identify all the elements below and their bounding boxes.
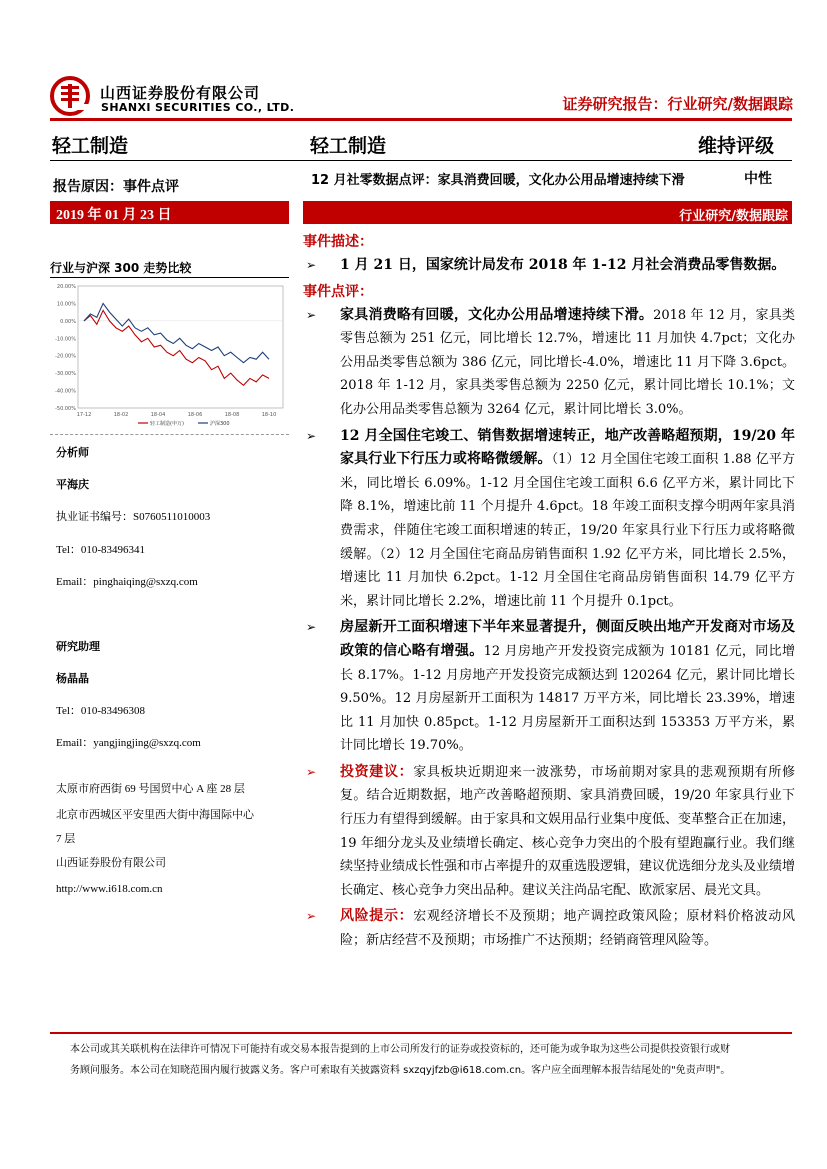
assistant-name: 杨晶晶	[56, 672, 89, 685]
x-tick-label: 18-04	[150, 412, 166, 418]
y-tick-label: -20.00%	[55, 353, 76, 360]
trend-chart-svg	[50, 280, 289, 430]
plot-frame	[78, 286, 283, 408]
point-item	[303, 425, 795, 614]
analyst-heading: 分析师	[56, 446, 89, 459]
analyst-cert: 执业证书编号：S0760511010003	[56, 511, 211, 523]
risk-body: 宏观经济增长不及预期；地产调控政策风险；原材料价格波动风险；新店经营不及预期；市场推广不达预期；经销商管理风险等。	[340, 909, 795, 949]
assistant-tel: Tel：010-83496308	[56, 705, 146, 717]
header-rule	[50, 118, 792, 121]
point-body: 2018 年 12 月，家具类零售总额为 251 亿元，同比增长 12.7%，增速比 11 月加快 4.7pct；文化办公用品类零售总额为 386 亿元，同比增长-4.0%，增速比 11 月下降 3.6pct。2018 年 1-12 月，家具类零售总额为 2250 亿元，累计同比增长 10.1%；文化办公用品类零售总额为 3264 亿元，累计同比增长 3.0%。	[340, 307, 795, 417]
rating: 维持评级	[697, 135, 774, 157]
assistant-email[interactable]: Email：yangjingjing@sxzq.com	[56, 737, 201, 749]
address-beijing: 北京市西城区平安里西大街中海国际中心	[56, 809, 254, 821]
arrow-bullet-icon: ➢	[306, 909, 317, 924]
assistant-heading: 研究助理	[56, 640, 100, 653]
analyst-name: 平海庆	[56, 478, 89, 491]
y-tick-label: -40.00%	[55, 388, 76, 395]
point-lead: 家具消费略有回暖，文化办公用品增速持续下滑。	[340, 306, 654, 323]
event-item	[303, 254, 795, 278]
point-lead: 房屋新开工面积增速下半年来显著提升，侧面反映出地产开发商对市场及政策的信心略有增强。	[340, 619, 795, 659]
point-lead: 12 月全国住宅竣工、销售数据增速转正，地产改善略超预期，19/20 年家具行业下行压力或将略微缓解。	[340, 427, 795, 468]
y-tick-label: 0.00%	[60, 318, 76, 325]
sidebar-separator	[50, 434, 289, 435]
x-tick-label: 18-02	[113, 412, 129, 418]
event-label: 事件描述：	[303, 234, 373, 250]
y-tick-label: 20.00%	[56, 284, 76, 290]
advice-lead: 投资建议：	[340, 763, 414, 780]
sector-title-right: 轻工制造	[310, 135, 387, 157]
address-beijing-floor: 7 层	[56, 833, 76, 845]
point-item	[303, 616, 795, 758]
risk-warning	[303, 905, 795, 952]
report-type: 证券研究报告：行业研究/数据跟踪	[562, 95, 793, 113]
main-content	[303, 232, 795, 953]
company-name: 山西证券股份有限公司	[56, 857, 166, 869]
point-body: （1）12 月全国住宅竣工面积 1.88 亿平方米，同比增长 6.09%。1-12 月全国住宅竣工面积 6.6 亿平方米，累计同比下降 8.1%，增速比前 11 个月提升 4.6pct。18 年竣工面积支撑今明两年家具消费需求，伴随住宅竣工面积增速的转正，19/20 年家具行业下行压力或将略微缓解。（2）12 月全国住宅商品房销售面积 1.92 亿平方米，同比增长 2.5%，增速比 11 月加快 6.2pct。1-12 月全国住宅商品房销售面积 14.79 亿平方米，累计同比增长 2.2%，增速比前 11 个月提升 0.1pct。	[340, 452, 796, 609]
company-logo	[50, 76, 94, 116]
arrow-bullet-icon: ➢	[306, 258, 317, 272]
report-type-bar: 行业研究/数据跟踪	[303, 201, 792, 224]
event-text: 1 月 21 日，国家统计局发布 2018 年 1-12 月社会消费品零售数据。	[340, 257, 786, 273]
x-tick-label: 18-06	[187, 412, 203, 418]
legend-label: 轻工制造(申万)	[150, 421, 184, 427]
series-line-light-industry	[84, 310, 269, 385]
footer-rule	[50, 1032, 792, 1034]
headline: 12 月社零数据点评：家具消费回暖，文化办公用品增速持续下滑	[311, 173, 685, 188]
company-website[interactable]: http://www.i618.com.cn	[56, 883, 163, 895]
risk-lead: 风险提示：	[340, 908, 414, 925]
arrow-bullet-icon: ➢	[306, 620, 317, 635]
company-name-en: SHANXI SECURITIES CO., LTD.	[101, 101, 295, 114]
chart-title-rule	[50, 277, 289, 278]
comment-label: 事件点评：	[303, 283, 373, 300]
analyst-email[interactable]: Email：pinghaiqing@sxzq.com	[56, 576, 198, 588]
x-tick-label: 18-10	[261, 412, 277, 418]
report-date: 2019 年 01 月 23 日	[50, 201, 289, 224]
advice-body: 家具板块近期迎来一波涨势，市场前期对家具的悲观预期有所修复。结合近期数据，地产改善略超预期、家具消费回暖，19/20 年家具行业下行压力有望得到缓解。由于家具和文娱用品行业集中度低、变革整合正在加速，19 年细分龙头及业绩增长确定、核心竞争力突出的个股有望跑赢行业。我们继续坚持业绩成长性强和市占率提升的双重选股逻辑，建议优选细分龙头及业绩增长确定、核心竞争力突出品种。建议关注尚品宅配、欧派家居、晨光文具。	[340, 764, 796, 898]
arrow-bullet-icon: ➢	[306, 307, 317, 322]
y-tick-label: -50.00%	[55, 406, 76, 412]
logo-icon	[50, 76, 94, 116]
title-rule	[50, 160, 792, 161]
disclaimer-line: 务顾问服务。本公司在知晓范围内履行披露义务。客户可索取有关披露资料 sxzqyjfzb@i618.com.cn。客户应全面理解本报告结尾处的"免责声明"。	[70, 1065, 731, 1076]
sector-title-left: 轻工制造	[52, 135, 129, 157]
chart-title: 行业与沪深 300 走势比较	[50, 261, 192, 275]
x-tick-label: 17-12	[76, 412, 92, 418]
investment-advice	[303, 761, 795, 903]
company-name-cn: 山西证券股份有限公司	[100, 84, 261, 102]
point-body: 12 月房地产开发投资完成额为 10181 亿元，同比增长 8.17%。1-12 月房地产开发投资完成额达到 120264 亿元，累计同比增长 9.50%。12 月房屋新开工面积为 14817 万平方米，同比增长 23.39%，增速比 11 月加快 0.85pct。1-12 月房屋新开工面积达到 153353 万平方米，累计同比增长 19.70%。	[340, 643, 796, 754]
point-item	[303, 304, 795, 422]
report-reason: 报告原因：事件点评	[53, 179, 179, 195]
arrow-bullet-icon: ➢	[306, 764, 317, 779]
y-tick-label: 10.00%	[56, 301, 76, 308]
disclaimer-line: 本公司或其关联机构在法律许可情况下可能持有或交易本报告提到的上市公司所发行的证券或投资标的，还可能为或争取为这些公司提供投资银行或财	[70, 1044, 730, 1055]
outlook-rating: 中性	[744, 171, 772, 187]
legend-label: 沪深300	[210, 421, 230, 427]
y-tick-label: -30.00%	[55, 371, 76, 378]
disclaimer	[70, 1039, 770, 1081]
arrow-bullet-icon: ➢	[306, 428, 317, 443]
x-tick-label: 18-08	[224, 412, 240, 418]
trend-chart	[50, 280, 289, 430]
y-tick-label: -10.00%	[55, 336, 76, 343]
address-taiyuan: 太原市府西街 69 号国贸中心 A 座 28 层	[56, 783, 245, 795]
analyst-tel: Tel：010-83496341	[56, 544, 146, 556]
